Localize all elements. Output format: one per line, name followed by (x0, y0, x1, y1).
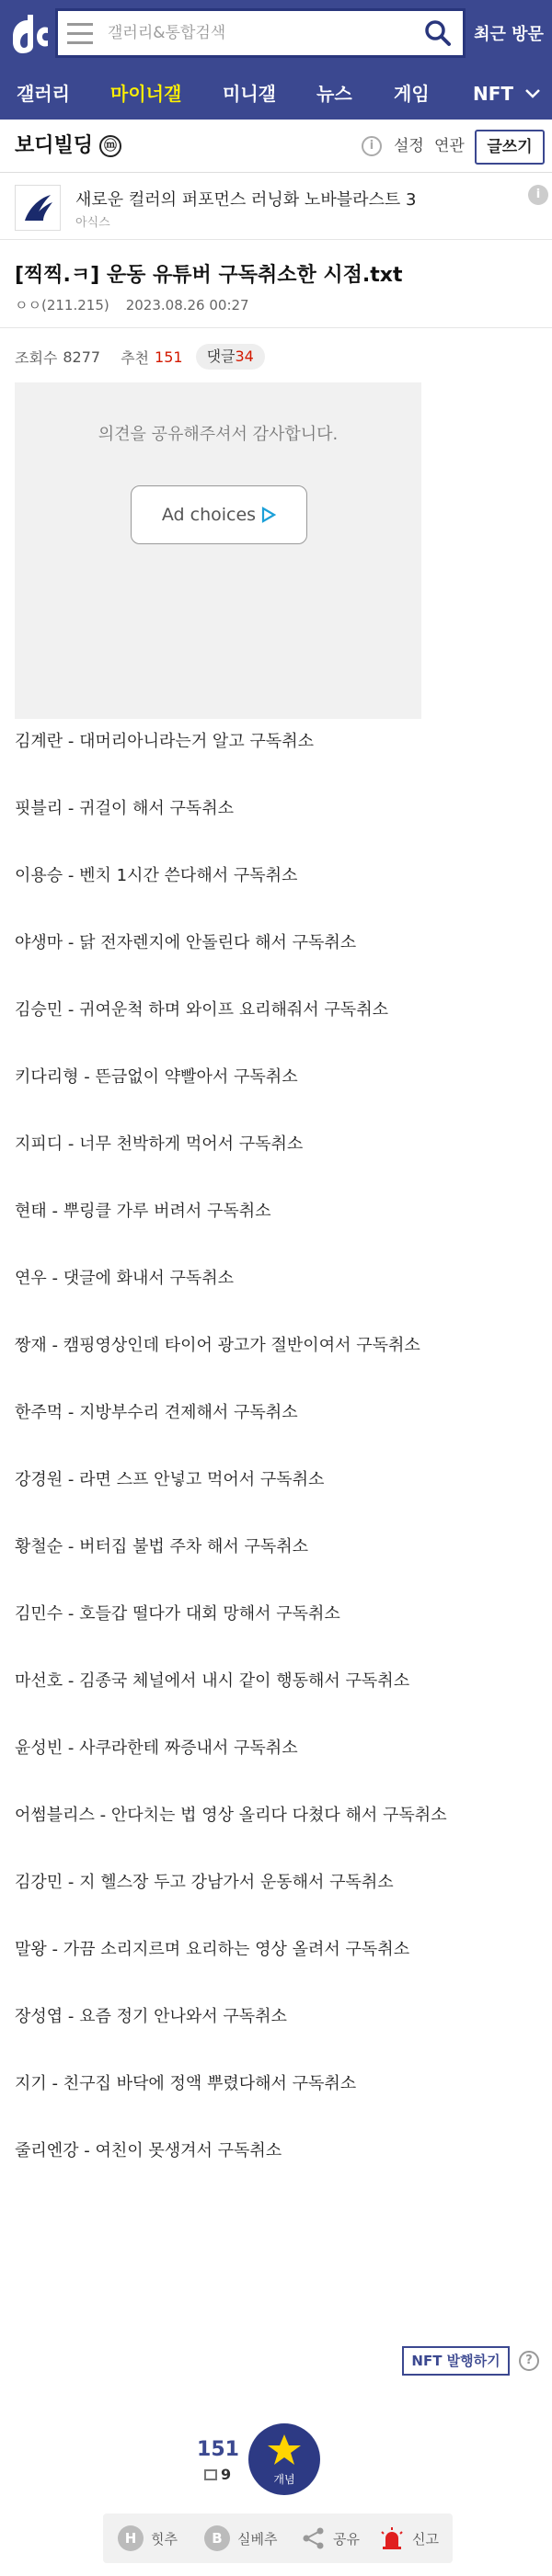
hit-icon: H (118, 2525, 144, 2551)
divider (0, 327, 552, 328)
post-line: 이용승 - 벤치 1시간 쓴다해서 구독취소 (15, 866, 298, 885)
nav-item-minor-gallery[interactable]: 마이너갤 (110, 83, 182, 105)
post-stats (15, 344, 265, 370)
post-line: 황철순 - 버터집 불법 주차 해서 구독취소 (15, 1537, 309, 1556)
ad-banner[interactable] (0, 174, 552, 240)
share-label: 공유 (333, 2530, 360, 2548)
post-line: 짱재 - 캠핑영상인데 타이어 광고가 절반이여서 구독취소 (15, 1336, 420, 1355)
hit-label: 힛추 (151, 2530, 178, 2548)
nav-item-game[interactable]: 게임 (394, 83, 430, 105)
reply-label: 댓글 (206, 348, 236, 365)
related-link[interactable]: 연관 (434, 137, 465, 155)
nav-item-nft[interactable]: NFT (473, 83, 514, 105)
search-icon[interactable] (424, 19, 452, 47)
post-author[interactable]: ㅇㅇ(211.215) (15, 297, 109, 313)
post-line: 한주먹 - 지방부수리 견제해서 구독취소 (15, 1403, 298, 1422)
post-line: 마선호 - 김종국 체널에서 내시 같이 행동해서 구독취소 (15, 1671, 410, 1691)
fixed-recommend-count: 9 (221, 2466, 232, 2483)
post-line: 윤성빈 - 사쿠라한테 짜증내서 구독취소 (15, 1738, 298, 1758)
post-line: 지피디 - 너무 천박하게 먹어서 구독취소 (15, 1134, 304, 1154)
siren-icon (379, 2526, 405, 2550)
fixed-recommend (204, 2466, 231, 2483)
nav-item-mini-gallery[interactable]: 미니갤 (223, 83, 276, 105)
asics-logo-icon (15, 185, 61, 231)
post-line: 어썸블리스 - 안다치는 법 영상 올리다 다쳤다 해서 구독취소 (15, 1806, 447, 1825)
write-button[interactable]: 글쓰기 (475, 130, 545, 165)
post-line: 강경원 - 라면 스프 안넣고 먹어서 구독취소 (15, 1470, 325, 1489)
recommend-label: 추천 (121, 348, 150, 367)
ad-placeholder (15, 382, 421, 719)
share-icon (302, 2526, 326, 2550)
post-line: 키다리형 - 뜬금없이 약빨아서 구독취소 (15, 1067, 298, 1087)
dc-logo-icon[interactable] (7, 9, 52, 59)
post-line: 연우 - 댓글에 화내서 구독취소 (15, 1269, 235, 1288)
ad-info-icon[interactable]: i (528, 185, 548, 205)
gallery-header (0, 120, 552, 173)
gallery-title[interactable]: 보디빌딩 (15, 134, 94, 157)
post-line: 현태 - 뿌링클 가루 버려서 구독취소 (15, 1202, 271, 1221)
search-input[interactable] (108, 11, 402, 55)
ad-choices-icon (261, 507, 276, 523)
post-line: 장성엽 - 요즘 정기 안나와서 구독취소 (15, 2007, 287, 2026)
ad-choices-label: Ad choices (161, 505, 257, 525)
hit-recommend-button[interactable] (118, 2513, 178, 2563)
recommend-count: 151 (155, 348, 183, 366)
post-line: 김계란 - 대머리아니라는거 알고 구독취소 (15, 732, 314, 751)
settings-link[interactable]: 설정 (394, 137, 424, 155)
reply-count: 34 (235, 348, 254, 365)
post-line: 야생마 - 닭 전자렌지에 안돌린다 해서 구독취소 (15, 933, 357, 952)
ad-title[interactable]: 새로운 컬러의 퍼포먼스 러닝화 노바블라스트 3 (75, 190, 417, 210)
post-date: 2023.08.26 00:27 (125, 297, 249, 313)
ad-choices-button[interactable] (131, 485, 307, 544)
views-count: 8277 (63, 348, 101, 366)
post-meta (15, 295, 249, 314)
post-title: [찍찍.ㅋ] 운동 유튜버 구독취소한 시점.txt (15, 264, 403, 287)
chevron-down-icon[interactable] (524, 86, 541, 99)
help-icon[interactable]: ? (519, 2351, 539, 2371)
post-line: 줄리엔강 - 여친이 못생겨서 구독취소 (15, 2141, 282, 2160)
nav-item-news[interactable]: 뉴스 (316, 83, 352, 105)
star-icon (267, 2433, 302, 2468)
top-bar (0, 0, 552, 68)
minor-gallery-badge: ⓜ (99, 135, 121, 157)
best-recommend-button[interactable] (204, 2513, 277, 2563)
info-icon[interactable]: i (362, 136, 382, 156)
fixed-recommend-icon (204, 2469, 217, 2480)
post-action-bar (103, 2513, 453, 2563)
post-line: 지기 - 친구집 바닥에 정액 뿌렸다해서 구독취소 (15, 2074, 357, 2093)
concept-recommend-button[interactable] (248, 2423, 320, 2495)
post-line: 말왕 - 가끔 소리지르며 요리하는 영상 올려서 구독취소 (15, 1940, 410, 1959)
recommend-total: 151 (197, 2438, 239, 2461)
reply-count-button[interactable] (196, 344, 265, 370)
post-line: 김승민 - 귀여운척 하며 와이프 요리해줘서 구독취소 (15, 1000, 388, 1020)
search-box[interactable] (55, 8, 466, 58)
concept-label: 개념 (273, 2473, 295, 2486)
ad-feedback-message: 의견을 공유해주셔서 감사합니다. (98, 425, 339, 444)
best-icon: B (204, 2525, 230, 2551)
menu-icon[interactable] (67, 23, 93, 45)
post-line: 핏블리 - 귀걸이 해서 구독취소 (15, 799, 235, 818)
report-button[interactable] (379, 2513, 439, 2563)
post-line: 김강민 - 지 헬스장 두고 강남가서 운동해서 구독취소 (15, 1873, 394, 1892)
best-label: 실베추 (237, 2530, 278, 2548)
recent-visit-button[interactable]: 최근 방문 (474, 25, 544, 44)
share-button[interactable] (302, 2513, 360, 2563)
views-label: 조회수 (15, 348, 58, 367)
report-label: 신고 (412, 2530, 439, 2548)
nav-item-gallery[interactable]: 갤러리 (17, 83, 70, 105)
ad-advertiser: 아식스 (75, 216, 110, 230)
nft-issue-button[interactable]: NFT 발행하기 (402, 2346, 510, 2376)
main-nav (0, 68, 552, 120)
post-line: 김민수 - 호들갑 떨다가 대회 망해서 구독취소 (15, 1604, 340, 1624)
